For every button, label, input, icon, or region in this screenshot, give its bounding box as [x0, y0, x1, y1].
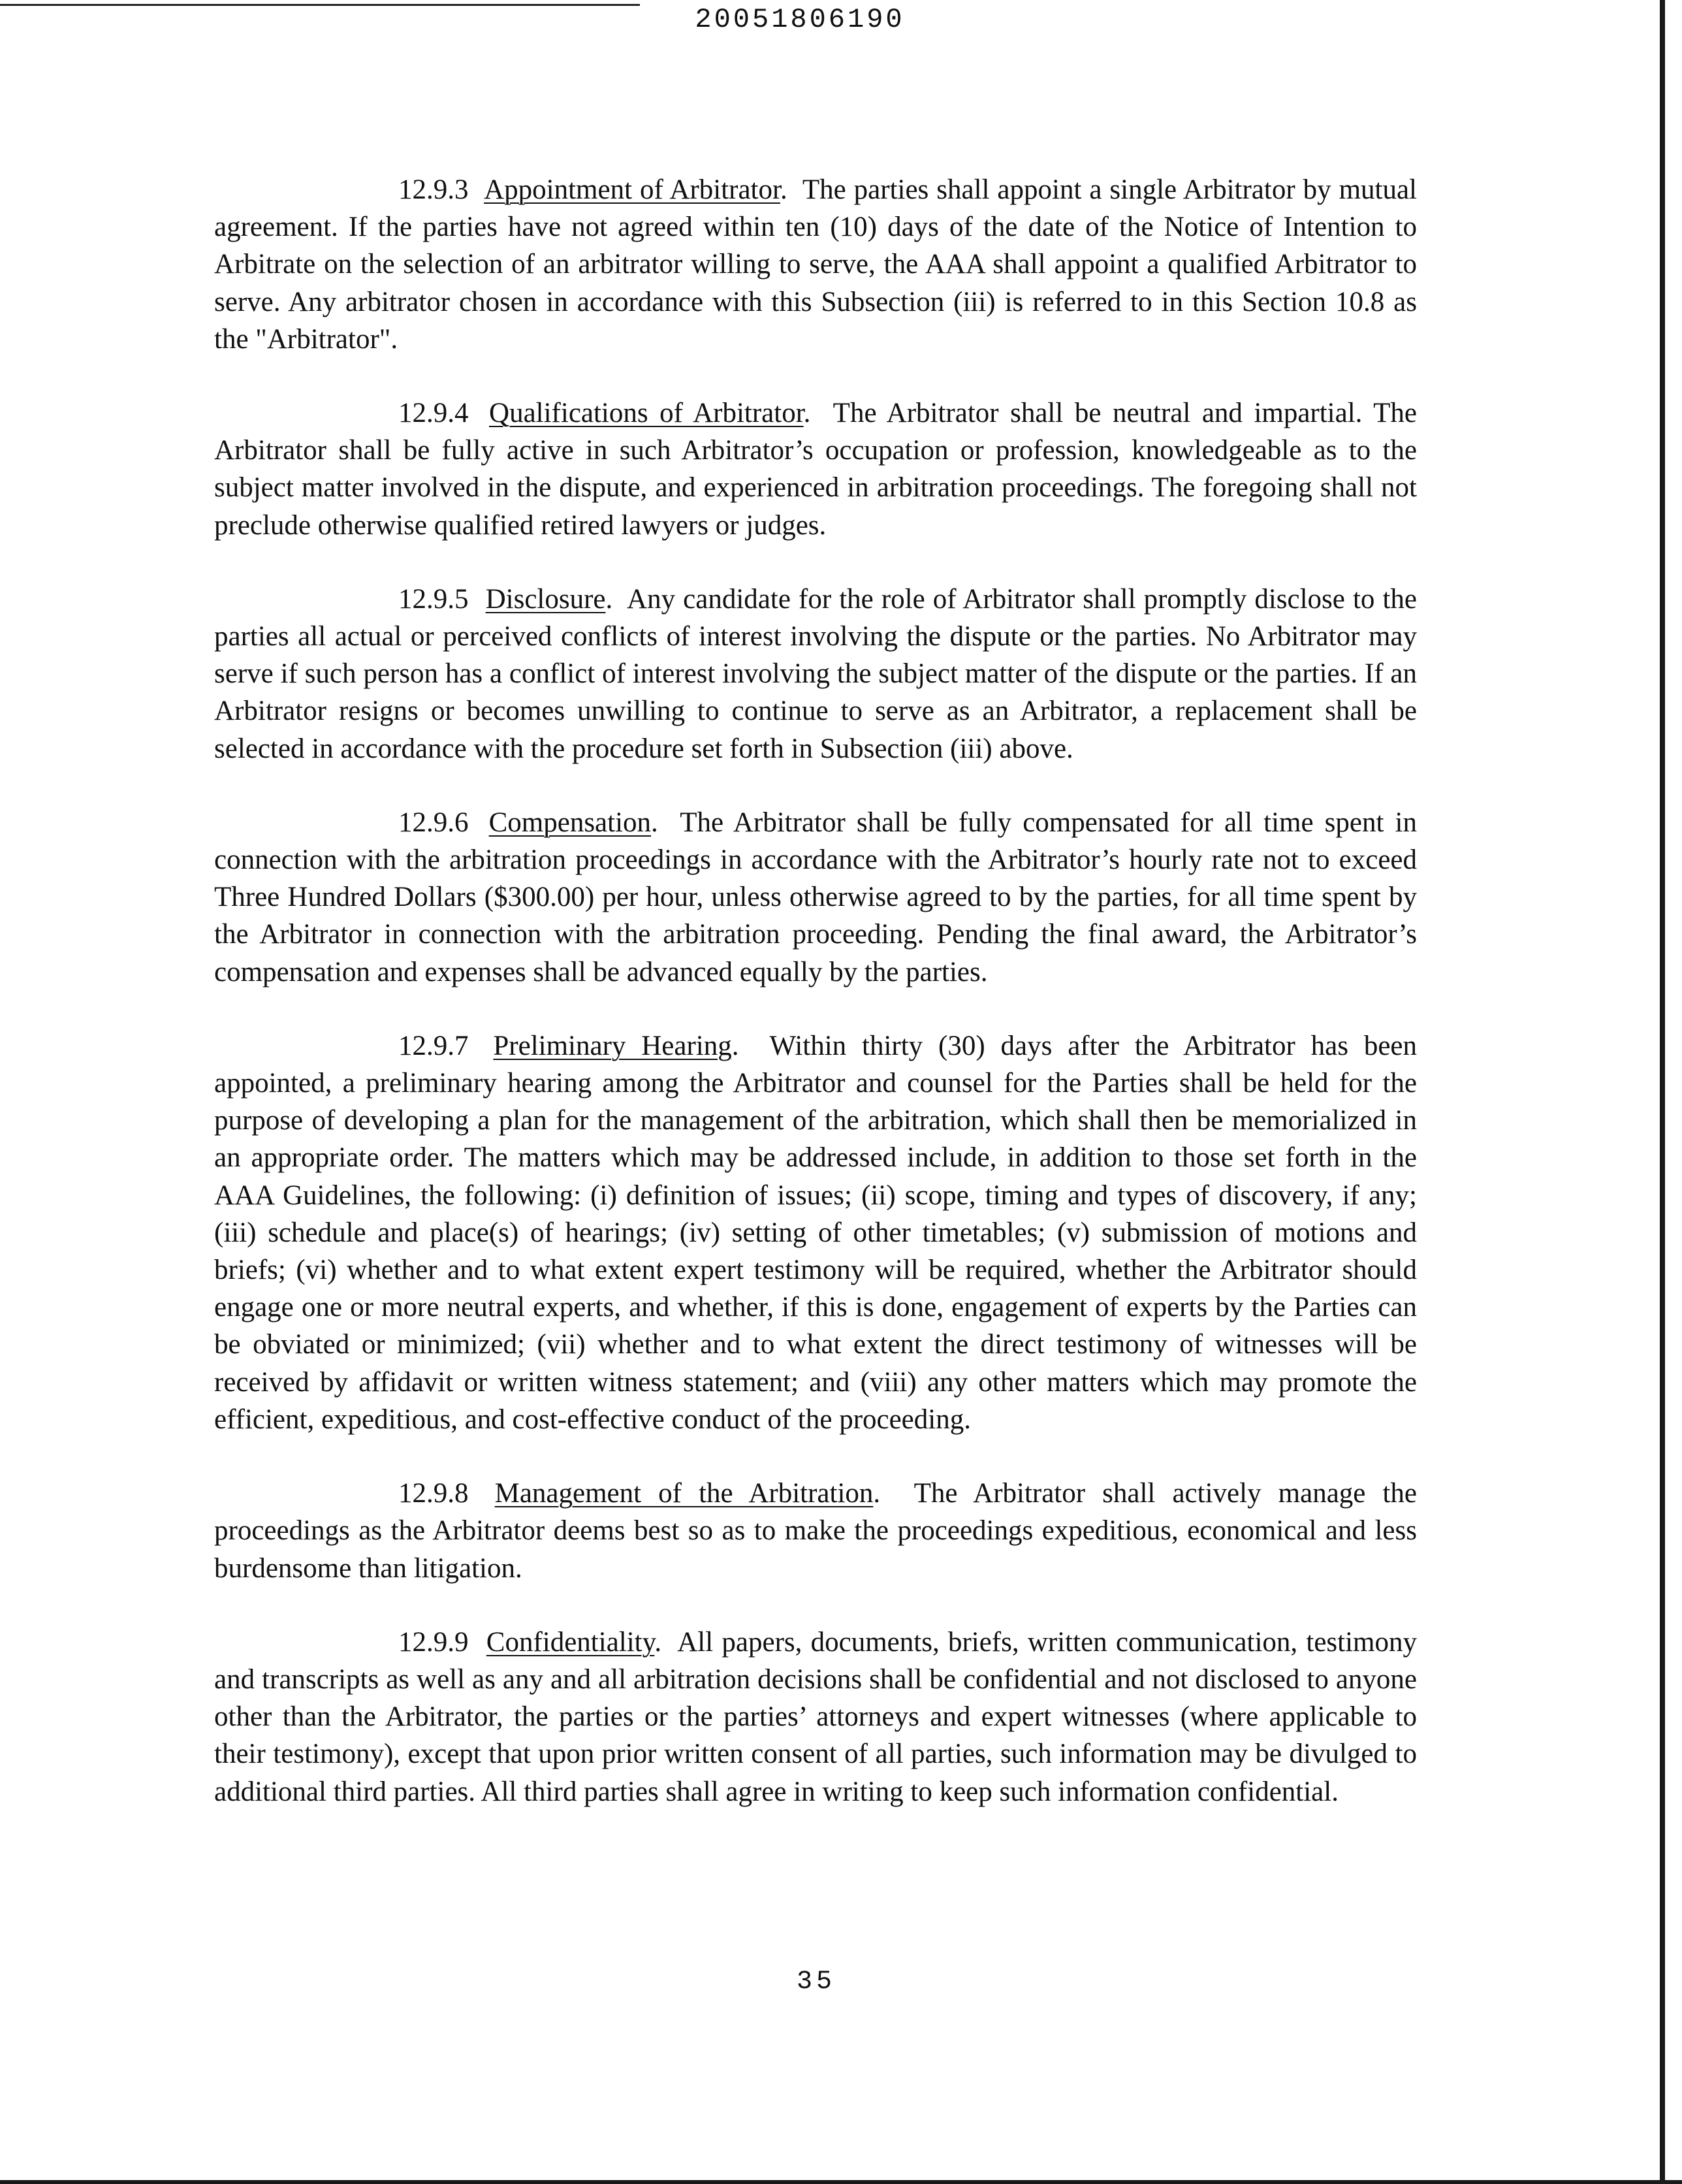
section-12-9-3: 12.9.3 Appointment of Arbitrator. The parties shall appoint a single Arbitrator by mutual agreement. If the parties have not agreed within ten (10) days of the date of the Notice of Intention to Arbitrate on the selection of an arbitrator willing to serve, the AAA shall appoint a qualified Arbitrator to serve. Any arbitrator chosen in accordance with this Subsection (iii) is referred to in this Section 10.8 as the "Arbitrator". [214, 174, 1417, 355]
section-text: Within thirty (30) days after the Arbitrator has been appointed, a preliminary hearing among the Arbitrator and counsel for the Parties shall be held for the purpose of developing a plan for the management of the arbitration, which shall then be memorialized in an appropriate order. The matters which may be addressed include, in addition to those set forth in the AAA Guidelines, the following: (i) definition of issues; (ii) scope, timing and types of discovery, if any; (iii) schedule and place(s) of hearings; (iv) setting of other timetables; (v) submission of motions and briefs; (vi) whether and to what extent expert testimony will be required, whether the Arbitrator should engage one or more neutral experts, and whether, if this is done, engagement of experts by the Parties can be obviated or minimized; (vii) whether and to what extent the direct testimony of witnesses will be received by affidavit or written witness statement; and (viii) any other matters which may promote the efficient, expeditious, and cost-effective conduct of the proceeding. [214, 1030, 1418, 1435]
section-12-9-7: 12.9.7 Preliminary Hearing. Within thirty (30) days after the Arbitrator has been appointed, a preliminary hearing among the Arbitrator and counsel for the Parties shall be held for the purpose of developing a plan for the management of the arbitration, which shall then be memorialized in an appropriate order. The matters which may be addressed include, in addition to those set forth in the AAA Guidelines, the following: (i) definition of issues; (ii) scope, timing and types of discovery, if any; (iii) schedule and place(s) of hearings; (iv) setting of other timetables; (v) submission of motions and briefs; (vi) whether and to what extent expert testimony will be required, whether the Arbitrator should engage one or more neutral experts, and whether, if this is done, engagement of experts by the Parties can be obviated or minimized; (vii) whether and to what extent the direct testimony of witnesses will be received by affidavit or written witness statement; and (viii) any other matters which may promote the efficient, expeditious, and cost-effective conduct of the proceeding. [214, 1030, 1418, 1435]
section-12-9-6: 12.9.6 Compensation. The Arbitrator shall be fully compensated for all time spent in connection with the arbitration proceedings in accordance with the Arbitrator’s hourly rate not to exceed Three Hundred Dollars ($300.00) per hour, unless otherwise agreed to by the parties, for all time spent by the Arbitrator in connection with the arbitration proceeding. Pending the final award, the Arbitrator’s compensation and expenses shall be advanced equally by the parties. [214, 807, 1417, 988]
scan-bottom-border [0, 2180, 1682, 2184]
scan-right-border [1660, 0, 1665, 2184]
document-number: 20051806190 [695, 4, 905, 35]
section-number: 12.9.6 [398, 807, 469, 838]
section-number: 12.9.9 [398, 1626, 469, 1658]
document-body [214, 171, 1417, 1847]
section-heading: Disclosure [485, 583, 606, 615]
section-number: 12.9.8 [398, 1478, 469, 1509]
section-text: The Arbitrator shall actively manage the proceedings as the Arbitrator deems best so as to make the proceedings expeditious, economical and less burdensome than litigation. [214, 1478, 1417, 1584]
section-heading: Compensation [488, 807, 652, 838]
section-text: The Arbitrator shall be neutral and impartial. The Arbitrator shall be fully active in such Arbitrator’s occupation or profession, knowledgeable as to the subject matter involved in the dispute, and experienced in arbitration proceedings. The foregoing shall not preclude otherwise qualified retired lawyers or judges. [214, 398, 1418, 541]
section-number: 12.9.5 [398, 583, 469, 615]
section-heading: Management of the Arbitration [494, 1478, 874, 1509]
section-number: 12.9.4 [398, 398, 469, 429]
section-text: The parties shall appoint a single Arbitrator by mutual agreement. If the parties have not agreed within ten (10) days of the date of the Notice of Intention to Arbitrate on the selection of an arbitrator willing to serve, the AAA shall appoint a qualified Arbitrator to serve. Any arbitrator chosen in accordance with this Subsection (iii) is referred to in this Section 10.8 as the "Arbitrator". [214, 174, 1417, 355]
section-number: 12.9.3 [398, 174, 469, 205]
section-text: The Arbitrator shall be fully compensated for all time spent in connection with the arbitration proceedings in accordance with the Arbitrator’s hourly rate not to exceed Three Hundred Dollars ($300.00) per hour, unless otherwise agreed to by the parties, for all time spent by the Arbitrator in connection with the arbitration proceeding. Pending the final award, the Arbitrator’s compensation and expenses shall be advanced equally by the parties. [214, 807, 1417, 988]
section-heading: Appointment of Arbitrator [484, 174, 780, 205]
page-number: 35 [796, 1967, 836, 1997]
section-text: Any candidate for the role of Arbitrator shall promptly disclose to the parties all actual or perceived conflicts of interest involving the dispute or the parties. No Arbitrator may serve if such person has a conflict of interest involving the subject matter of the dispute or the parties. If an Arbitrator resigns or becomes unwilling to continue to serve as an Arbitrator, a replacement shall be selected in accordance with the procedure set forth in Subsection (iii) above. [214, 583, 1417, 764]
section-12-9-4: 12.9.4 Qualifications of Arbitrator. The Arbitrator shall be neutral and impartial. The Arbitrator shall be fully active in such Arbitrator’s occupation or profession, knowledgeable as to the subject matter involved in the dispute, and experienced in arbitration proceedings. The foregoing shall not preclude otherwise qualified retired lawyers or judges. [214, 398, 1418, 541]
section-12-9-9: 12.9.9 Confidentiality. All papers, documents, briefs, written communication, testimony and transcripts as well as any and all arbitration decisions shall be confidential and not disclosed to anyone other than the Arbitrator, the parties or the parties’ attorneys and expert witnesses (where applicable to their testimony), except that upon prior written consent of all parties, such information may be divulged to additional third parties. All third parties shall agree in writing to keep such information confidential. [214, 1626, 1417, 1807]
section-12-9-5: 12.9.5 Disclosure. Any candidate for the role of Arbitrator shall promptly disclose to the parties all actual or perceived conflicts of interest involving the dispute or the parties. No Arbitrator may serve if such person has a conflict of interest involving the subject matter of the dispute or the parties. If an Arbitrator resigns or becomes unwilling to continue to serve as an Arbitrator, a replacement shall be selected in accordance with the procedure set forth in Subsection (iii) above. [214, 583, 1417, 764]
section-heading: Confidentiality [486, 1626, 655, 1658]
section-number: 12.9.7 [398, 1030, 469, 1061]
section-heading: Qualifications of Arbitrator [489, 398, 804, 429]
section-text: All papers, documents, briefs, written communication, testimony and transcripts as well as any and all arbitration decisions shall be confidential and not disclosed to anyone other than the Arbitrator, the parties or the parties’ attorneys and expert witnesses (where applicable to their testimony), except that upon prior written consent of all parties, such information may be divulged to additional third parties. All third parties shall agree in writing to keep such information confidential. [214, 1626, 1417, 1807]
section-12-9-8: 12.9.8 Management of the Arbitration. The Arbitrator shall actively manage the proceedings as the Arbitrator deems best so as to make the proceedings expeditious, economical and less burdensome than litigation. [214, 1478, 1417, 1584]
section-heading: Preliminary Hearing [493, 1030, 732, 1061]
